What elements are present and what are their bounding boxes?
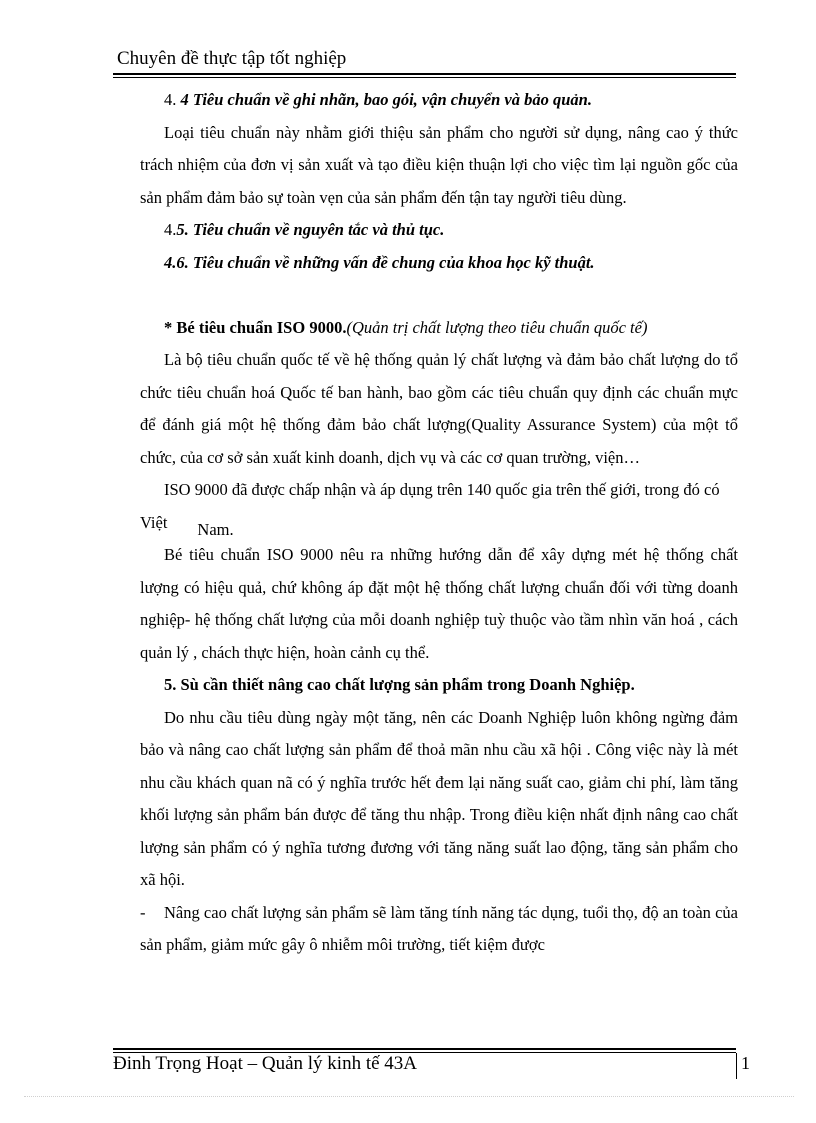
section-4-5-heading [140,214,738,247]
header-title: Chuyên đề thực tập tốt nghiệp [117,48,347,69]
page-edge-divider [24,1096,794,1097]
bullet-dash: - [140,902,146,922]
section-4-4-heading [140,84,738,117]
blank-line [140,279,738,312]
header-rule-thin [113,77,736,78]
footer-rule-thick [113,1048,736,1050]
iso-paragraph-2 [140,474,738,539]
section-4-4-title: 4 Tiêu chuẩn về ghi nhãn, bao gói, vận chuyển và bảo quản. [176,90,592,109]
document-body [140,84,738,962]
iso-subtitle: (Quản trị chất lượng theo tiêu chuẩn quốc tế) [346,317,648,337]
section-5-bullet [140,897,738,962]
section-4-4-paragraph: Loại tiêu chuẩn này nhằm giới thiệu sản phẩm cho người sử dụng, nâng cao ý thức trách nhiệm của đơn vị sản xuất và tạo điều kiện thuận lợi cho việc tìm lại nguồn gốc của sản phẩm đảm bảo sự toàn vẹn của sản phẩm đến tận tay người tiêu dùng. [140,122,738,207]
section-5-title: 5. Sù cần thiết nâng cao chất lượng sản phẩm trong Doanh Nghiệp. [164,675,635,694]
section-5-paragraph-1: Do nhu cầu tiêu dùng ngày một tăng, nên các Doanh Nghiệp luôn không ngừng đảm bảo và nâng cao chất lượng sản phẩm để thoả mãn nhu cầu xã hội . Công việc này là mét nhu cầu khách quan nã có ý nghĩa trước hết đem lại năng suất cao, giảm chi phí, làm tăng khối lượng sản phẩm bán được để tăng thu nhập. Trong điều kiện nhất định nâng cao chất lượng sản phẩm có ý nghĩa tương đương với tăng năng suất lao động, tăng sản phẩm cho xã hội. [140,707,738,889]
section-4-4-number: 4. [164,90,177,109]
section-5-bullet-text: Nâng cao chất lượng sản phẩm sẽ làm tăng tính năng tác dụng, tuổi thọ, độ an toàn của sản phẩm, giảm mức gây ô nhiễm môi trường, tiết kiệm được [140,902,738,954]
iso-paragraph-3: Bé tiêu chuẩn ISO 9000 nêu ra những hướng dẫn để xây dựng mét hệ thống chất lượng có hiệu quả, chứ không áp đặt một hệ thống chất lượng chuẩn đối với từng doanh nghiệp- hệ thống chất lượng của mỗi doanh nghiệp tuỳ thuộc vào tầm nhìn văn hoá , cách quản lý , chách thực hiện, hoàn cảnh cụ thể. [140,545,738,662]
iso-paragraph-2-main: ISO 9000 đã được chấp nhận và áp dụng trên 140 quốc gia trên thế giới, trong đó có Việt [140,480,720,532]
iso-paragraph-2-tail: Nam. [197,519,234,539]
section-4-5-number: 4. [164,220,177,239]
section-4-6-heading [140,247,738,280]
section-4-6-title: 4.6. Tiêu chuẩn về những vấn đề chung của khoa học kỹ thuật. [164,252,595,272]
footer-author: Đinh Trọng Hoạt – Quản lý kinh tế 43A [113,1053,417,1074]
page-number: 1 [736,1053,750,1079]
iso-heading-line [140,312,738,345]
iso-heading: * Bé tiêu chuẩn ISO 9000. [164,317,347,337]
header-rule-thick [113,73,736,75]
section-4-5-title: 5. Tiêu chuẩn về nguyên tắc và thủ tục. [176,220,445,239]
iso-paragraph-1: Là bộ tiêu chuẩn quốc tế về hệ thống quản lý chất lượng và đảm bảo chất lượng do tổ chức tiêu chuẩn hoá Quốc tế ban hành, bao gồm các tiêu chuẩn quy định các chuẩn mực để đánh giá một hệ thống đảm bảo chất lượng(Quality Assurance System) của một tổ chức, của cơ sở sản xuất kinh doanh, dịch vụ và các cơ quan trường, viện… [140,350,738,467]
section-5-heading [140,669,738,702]
